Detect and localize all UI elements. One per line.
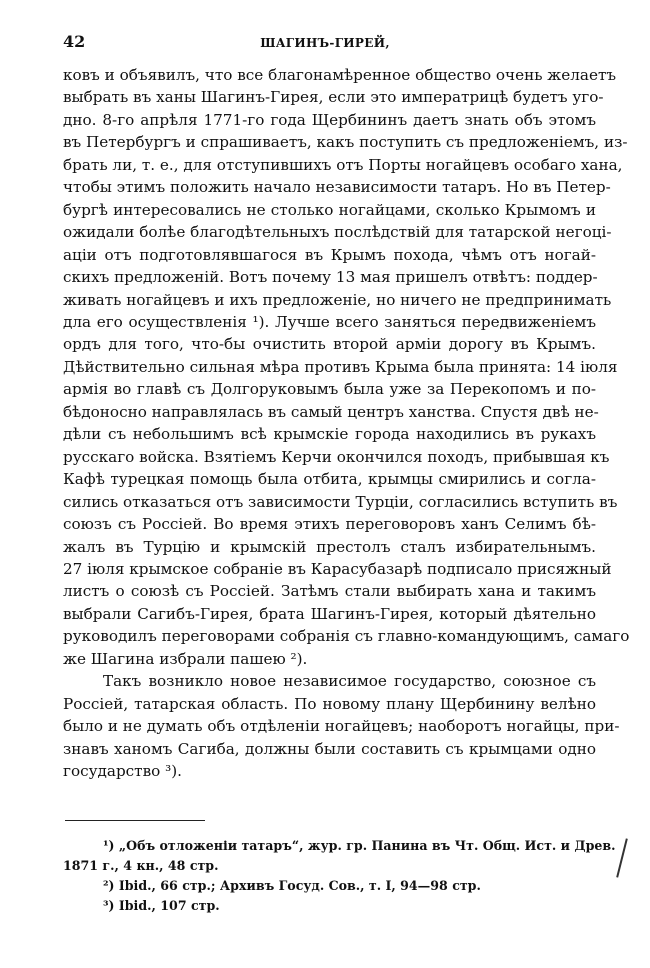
text-line: выбрали Сагибъ-Гирея, брата Шагинъ-Гирея, который дѣятельно	[63, 604, 596, 623]
text-line: чтобы этимъ положить начало независимости татаръ. Но въ Петер-	[63, 178, 611, 197]
text-line: сились отказаться отъ зависимости Турціи, согласились вступить въ	[63, 492, 618, 511]
footnotes	[63, 836, 616, 916]
text-line: дѣли съ небольшимъ всѣ крымскіе города находились въ рукахъ	[63, 425, 596, 444]
text-line: Кафѣ турецкая помощь была отбита, крымцы смирились и согла-	[63, 470, 596, 489]
text-line: русскаго войска. Взятіемъ Керчи окончился походъ, прибывшая къ	[63, 447, 610, 466]
text-line: выбрать въ ханы Шагинъ-Гирея, если это императрицѣ будетъ уго-	[63, 88, 604, 107]
footnote: ¹) „Объ отложеніи татаръ“, жур. гр. Панина въ Чт. Общ. Ист. и Древ.	[103, 838, 616, 853]
footnote-divider	[65, 820, 205, 821]
text-line: же Шагина избрали пашею ²).	[63, 649, 308, 668]
text-line: союзъ съ Россіей. Во время этихъ переговоровъ ханъ Селимъ бѣ-	[63, 515, 596, 534]
text-line: армія во главѣ съ Долгоруковымъ была уже за Перекопомъ и по-	[63, 380, 596, 399]
text-line: бургѣ интересовались не столько ногайцами, сколько Крымомъ и	[63, 200, 596, 219]
running-title: ШАГИНЪ-ГИРЕЙ,	[260, 36, 390, 50]
text-line: дно. 8-го апрѣля 1771-го года Щербининъ даетъ знать объ этомъ	[63, 110, 596, 129]
text-line: Дѣйствительно сильная мѣра противъ Крыма была принята: 14 іюля	[63, 357, 618, 376]
footnote: ³) Ibid., 107 стр.	[103, 898, 220, 913]
page-number: 42	[63, 32, 86, 51]
text-line: Такъ возникло новое независимое государство, союзное съ	[103, 672, 596, 691]
text-line: знавъ ханомъ Сагиба, должны были составить съ крымцами одно	[63, 739, 596, 758]
text-line: бѣдоносно направлялась въ самый центръ ханства. Спустя двѣ не-	[63, 402, 599, 421]
text-line: жалъ въ Турцію и крымскій престолъ сталъ избирательнымъ.	[63, 537, 596, 556]
text-line: листъ о союзѣ съ Россіей. Затѣмъ стали выбирать хана и такимъ	[63, 582, 596, 601]
text-line: живать ногайцевъ и ихъ предложеніе, но ничего не предпринимать	[63, 290, 612, 309]
text-line: аціи отъ подготовлявшагося въ Крымъ похода, чѣмъ отъ ногай-	[63, 245, 596, 264]
footnote: 1871 г., 4 кн., 48 стр.	[63, 858, 219, 873]
text-line: государство ³).	[63, 762, 182, 781]
text-line: въ Петербургъ и спрашиваетъ, какъ поступить съ предложеніемъ, из-	[63, 133, 628, 152]
text-line: ордъ для того, что-бы очистить второй арміи дорогу въ Крымъ.	[63, 335, 596, 354]
text-line: Россіей, татарская область. По новому плану Щербинину велѣно	[63, 694, 596, 713]
text-line: было и не думать объ отдѣленіи ногайцевъ; наоборотъ ногайцы, при-	[63, 717, 620, 736]
text-line: дла его осуществленія ¹). Лучше всего заняться передвиженіемъ	[63, 312, 596, 331]
pen-mark	[616, 838, 628, 877]
text-line: руководилъ переговорами собранія съ главно-командующимъ, самаго	[63, 627, 630, 646]
text-line: брать ли, т. е., для отступившихъ отъ Порты ногайцевъ особаго хана,	[63, 155, 623, 174]
text-line: ожидали болѣе благодѣтельныхъ послѣдствій для татарской негоці-	[63, 223, 612, 242]
footnote: ²) Ibid., 66 стр.; Архивъ Госуд. Сов., т. I, 94—98 стр.	[103, 878, 481, 893]
text-line: скихъ предложеній. Вотъ почему 13 мая пришелъ отвѣтъ: поддер-	[63, 268, 598, 287]
text-line: 27 іюля крымское собраніе въ Карасубазарѣ подписало присяжный	[63, 559, 612, 578]
text-line: ковъ и объявилъ, что все благонамѣренное общество очень желаетъ	[63, 66, 617, 84]
body-text	[63, 64, 630, 783]
